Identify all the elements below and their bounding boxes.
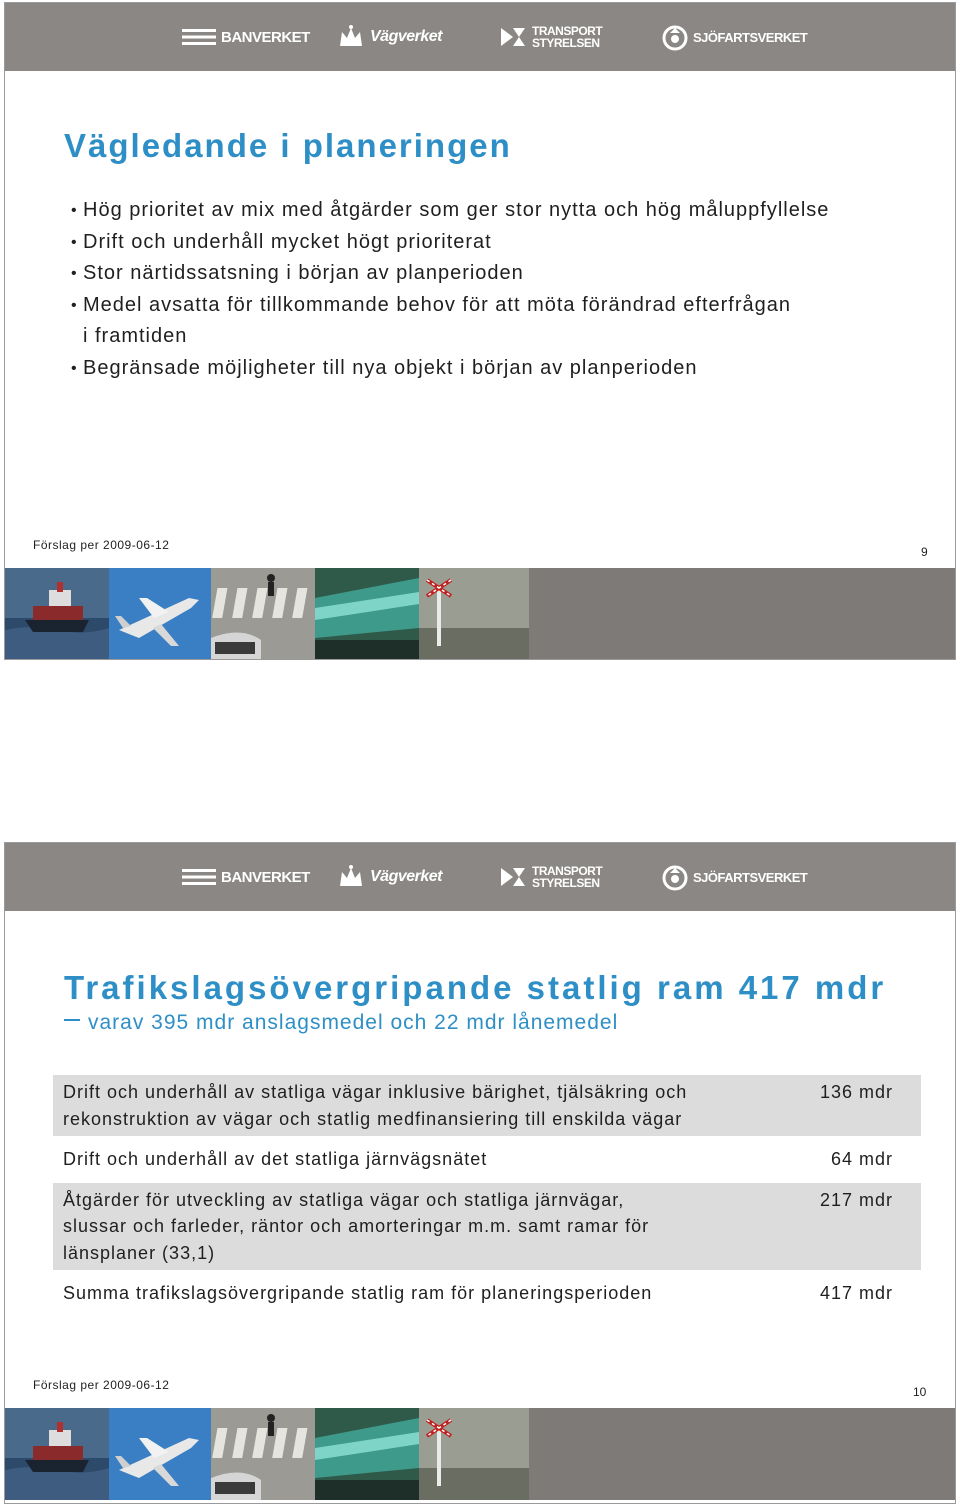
- logo-header-band: [5, 843, 955, 911]
- banverket-emblem-icon: [182, 867, 216, 887]
- bullet-item: • Hög prioritet av mix med åtgärder som ger stor nytta och hög måluppfyllelse: [73, 195, 943, 227]
- transportstyrelsen-logo-text: TRANSPORT STYRELSEN: [532, 864, 603, 890]
- page-number: 10: [913, 1385, 927, 1399]
- vagverket-logo-text: Vägverket: [370, 868, 442, 885]
- row-amount: 136 mdr: [773, 1075, 921, 1136]
- row-description: Drift och underhåll av statliga vägar inklusive bärighet, tjälsäkring och rekonstruktion av vägar och statlig medfinansiering till enskilda vägar: [53, 1075, 773, 1136]
- budget-table: [53, 1075, 921, 1311]
- row-description: Summa trafikslagsövergripande statlig ram för planeringsperioden: [63, 1283, 653, 1303]
- banverket-logo: [182, 863, 310, 891]
- railway-crossing-photo: [419, 568, 529, 660]
- ship-photo: [5, 568, 109, 660]
- pedestrian-crossing-photo: [211, 1408, 315, 1500]
- table-row: [53, 1075, 921, 1136]
- table-row: [53, 1142, 921, 1177]
- bullet-item: • Begränsade möjligheter till nya objekt i början av planperioden: [73, 353, 943, 385]
- bullet-item: • Stor närtidssatsning i början av planperioden: [73, 258, 943, 290]
- train-photo: [315, 1408, 419, 1500]
- table-row: [53, 1183, 921, 1271]
- railway-crossing-photo: [419, 1408, 529, 1500]
- row-amount: 217 mdr: [773, 1183, 921, 1271]
- vagverket-logo: [337, 863, 442, 891]
- sjofartsverket-logo: [662, 23, 807, 51]
- pedestrian-crossing-photo: [211, 568, 315, 660]
- ship-photo: [5, 1408, 109, 1500]
- photo-strip: [5, 1408, 955, 1500]
- slide-10: [4, 842, 956, 1504]
- slide-title: Vägledande i planeringen: [64, 127, 512, 164]
- transportstyrelsen-logo: [499, 23, 602, 51]
- banverket-logo: [182, 23, 310, 51]
- vagverket-logo-text: Vägverket: [370, 28, 442, 45]
- logo-header-band: [5, 3, 955, 71]
- transportstyrelsen-emblem-icon: [499, 864, 527, 890]
- sjofartsverket-logo: [662, 863, 807, 891]
- row-description: Åtgärder för utveckling av statliga vägar och statliga järnvägar, slussar och farleder, räntor och amorteringar m.m. samt ramar för länsplaner (33,1): [53, 1183, 773, 1271]
- row-description: Drift och underhåll av det statliga järnvägsnätet: [63, 1149, 488, 1169]
- crown-icon: [337, 24, 365, 50]
- bullet-item: • Medel avsatta för tillkommande behov för att möta förändrad efterfrågan i framtiden: [73, 290, 943, 353]
- slide-title: Trafikslagsövergripande statlig ram 417 mdr: [64, 969, 887, 1006]
- row-amount: 417 mdr: [819, 1283, 893, 1303]
- bullet-list: [73, 195, 943, 384]
- transportstyrelsen-logo-text: TRANSPORT STYRELSEN: [532, 24, 603, 50]
- photo-strip: [5, 568, 955, 660]
- page-number: 9: [921, 545, 928, 559]
- sjofartsverket-crest-icon: [662, 863, 688, 891]
- transportstyrelsen-emblem-icon: [499, 24, 527, 50]
- slide-footer-date: Förslag per 2009-06-12: [33, 538, 170, 552]
- bullet-item: • Drift och underhåll mycket högt prioriterat: [73, 227, 943, 259]
- airplane-photo: [109, 568, 211, 660]
- banverket-logo-text: BANVERKET: [221, 868, 310, 886]
- slide-footer-date: Förslag per 2009-06-12: [33, 1378, 170, 1392]
- row-amount: 64 mdr: [830, 1149, 893, 1169]
- table-row-total: [53, 1276, 921, 1311]
- banverket-logo-text: BANVERKET: [221, 28, 310, 46]
- sjofartsverket-logo-text: SJÖFARTSVERKET: [693, 869, 808, 885]
- sjofartsverket-crest-icon: [662, 23, 688, 51]
- transportstyrelsen-logo: [499, 863, 602, 891]
- train-photo: [315, 568, 419, 660]
- dash-marker: [64, 1019, 80, 1021]
- vagverket-logo: [337, 23, 442, 51]
- crown-icon: [337, 864, 365, 890]
- sjofartsverket-logo-text: SJÖFARTSVERKET: [693, 29, 808, 45]
- airplane-photo: [109, 1408, 211, 1500]
- banverket-emblem-icon: [182, 27, 216, 47]
- slide-9: [4, 2, 956, 660]
- slide-subtitle: varav 395 mdr anslagsmedel och 22 mdr lånemedel: [64, 1011, 618, 1035]
